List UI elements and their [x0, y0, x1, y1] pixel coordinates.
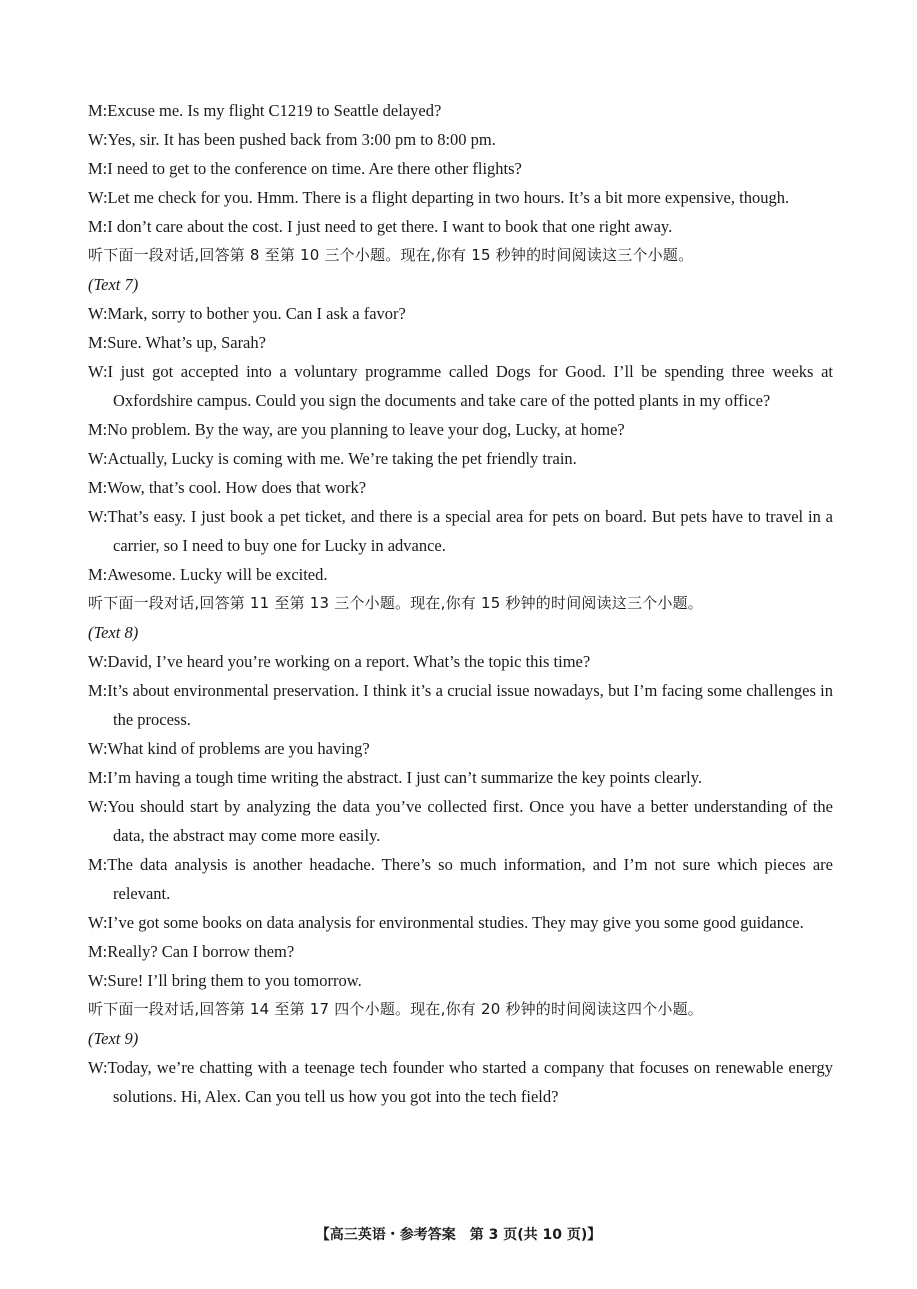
dialog-line: W:Yes, sir. It has been pushed back from 3:00 pm to 8:00 pm. — [88, 130, 496, 149]
dialog-line: W:That’s easy. I just book a pet ticket, and there is a special area for pets on board. But pets have to travel in a carrier, so I need to buy one for Lucky in advance. — [88, 507, 833, 555]
dialog-line: M:Really? Can I borrow them? — [88, 942, 295, 961]
dialog-line: W:Mark, sorry to bother you. Can I ask a favor? — [88, 304, 406, 323]
section-instruction: 听下面一段对话,回答第 11 至第 13 三个小题。现在,你有 15 秒钟的时间阅读这三个小题。 — [88, 594, 704, 612]
text-label: (Text 8) — [88, 623, 139, 642]
dialog-line: W:Sure! I’ll bring them to you tomorrow. — [88, 971, 362, 990]
text-label: (Text 7) — [88, 275, 139, 294]
dialog-line: M:I’m having a tough time writing the abstract. I just can’t summarize the key points clearly. — [88, 768, 703, 787]
dialog-line: W:David, I’ve heard you’re working on a report. What’s the topic this time? — [88, 652, 591, 671]
dialog-line: W:I’ve got some books on data analysis for environmental studies. They may give you some good guidance. — [88, 913, 804, 932]
dialog-line: M:It’s about environmental preservation. I think it’s a crucial issue nowadays, but I’m facing some challenges in the process. — [88, 681, 833, 729]
dialog-line: W:What kind of problems are you having? — [88, 739, 370, 758]
dialog-line: W:Actually, Lucky is coming with me. We’re taking the pet friendly train. — [88, 449, 577, 468]
dialog-line: W:Today, we’re chatting with a teenage tech founder who started a company that focuses on renewable energy solutions. Hi, Alex. Can you tell us how you got into the tech field? — [88, 1058, 833, 1106]
dialog-line: M:Sure. What’s up, Sarah? — [88, 333, 266, 352]
dialog-line: M:I need to get to the conference on time. Are there other flights? — [88, 159, 522, 178]
section-instruction: 听下面一段对话,回答第 8 至第 10 三个小题。现在,你有 15 秒钟的时间阅读这三个小题。 — [88, 246, 694, 264]
dialog-line: M:The data analysis is another headache. There’s so much information, and I’m not sure which pieces are relevant. — [88, 855, 833, 903]
dialog-line: M:I don’t care about the cost. I just need to get there. I want to book that one right away. — [88, 217, 673, 236]
document-body — [88, 96, 833, 1111]
dialog-line: M:Excuse me. Is my flight C1219 to Seattle delayed? — [88, 101, 442, 120]
page-footer: 【高三英语・参考答案 第 3 页(共 10 页)】 — [315, 1227, 602, 1243]
dialog-line: W:I just got accepted into a voluntary programme called Dogs for Good. I’ll be spending three weeks at Oxfordshire campus. Could you sign the documents and take care of the potted plants in my office? — [88, 362, 833, 410]
text-label: (Text 9) — [88, 1029, 139, 1048]
dialog-line: M:Awesome. Lucky will be excited. — [88, 565, 328, 584]
dialog-line: M:Wow, that’s cool. How does that work? — [88, 478, 367, 497]
dialog-line: M:No problem. By the way, are you planning to leave your dog, Lucky, at home? — [88, 420, 625, 439]
section-instruction: 听下面一段对话,回答第 14 至第 17 四个小题。现在,你有 20 秒钟的时间阅读这四个小题。 — [88, 1000, 704, 1018]
dialog-line: W:Let me check for you. Hmm. There is a flight departing in two hours. It’s a bit more expensive, though. — [88, 188, 790, 207]
dialog-line: W:You should start by analyzing the data you’ve collected first. Once you have a better understanding of the data, the abstract may come more easily. — [88, 797, 833, 845]
